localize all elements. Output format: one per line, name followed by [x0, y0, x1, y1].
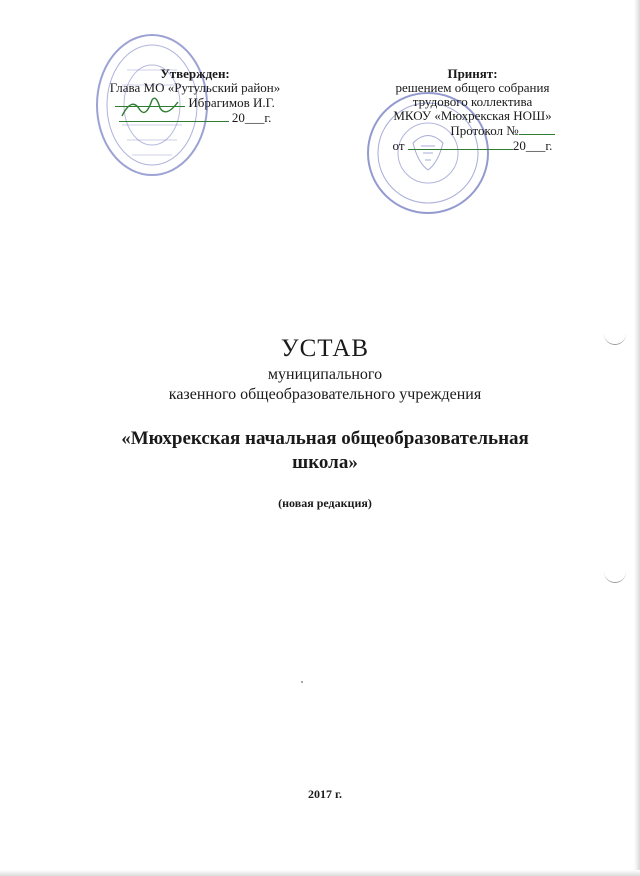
document-title: УСТАВ [280, 335, 370, 362]
approval-block [80, 67, 310, 125]
punch-hole-mark [604, 332, 626, 345]
acceptance-line-2: трудового коллектива [412, 94, 533, 109]
approval-date: 20___г. [80, 110, 310, 125]
school-name-line-1: «Мюхрекская начальная общеобразовательная [121, 428, 529, 449]
document-subtitle-2: казенного общеобразовательного учреждения [168, 386, 482, 403]
edition-note: (новая редакция) [278, 496, 372, 510]
acceptance-block [365, 67, 580, 153]
scan-speck [301, 681, 303, 683]
document-year: 2017 г. [307, 787, 343, 801]
paper-edge-bottom [0, 870, 640, 876]
acceptance-line-3: МКОУ «Мюхрекская НОШ» [393, 108, 552, 123]
document-subtitle-1: муниципального [267, 366, 383, 383]
punch-hole-mark [604, 570, 626, 583]
acceptance-protocol: Протокол № [365, 123, 580, 138]
acceptance-date: от 20___г. [392, 138, 553, 153]
approval-authority: Глава МО «Рутульский район» [109, 80, 281, 95]
paper-edge-right [634, 0, 640, 876]
approval-signatory: Ибрагимов И.Г. [80, 95, 310, 110]
acceptance-line-1: решением общего собрания [395, 80, 550, 95]
school-name [60, 427, 590, 475]
approval-heading: Утвержден: [160, 66, 230, 81]
school-name-line-2: школа» [292, 452, 358, 473]
acceptance-heading: Принят: [447, 66, 498, 81]
